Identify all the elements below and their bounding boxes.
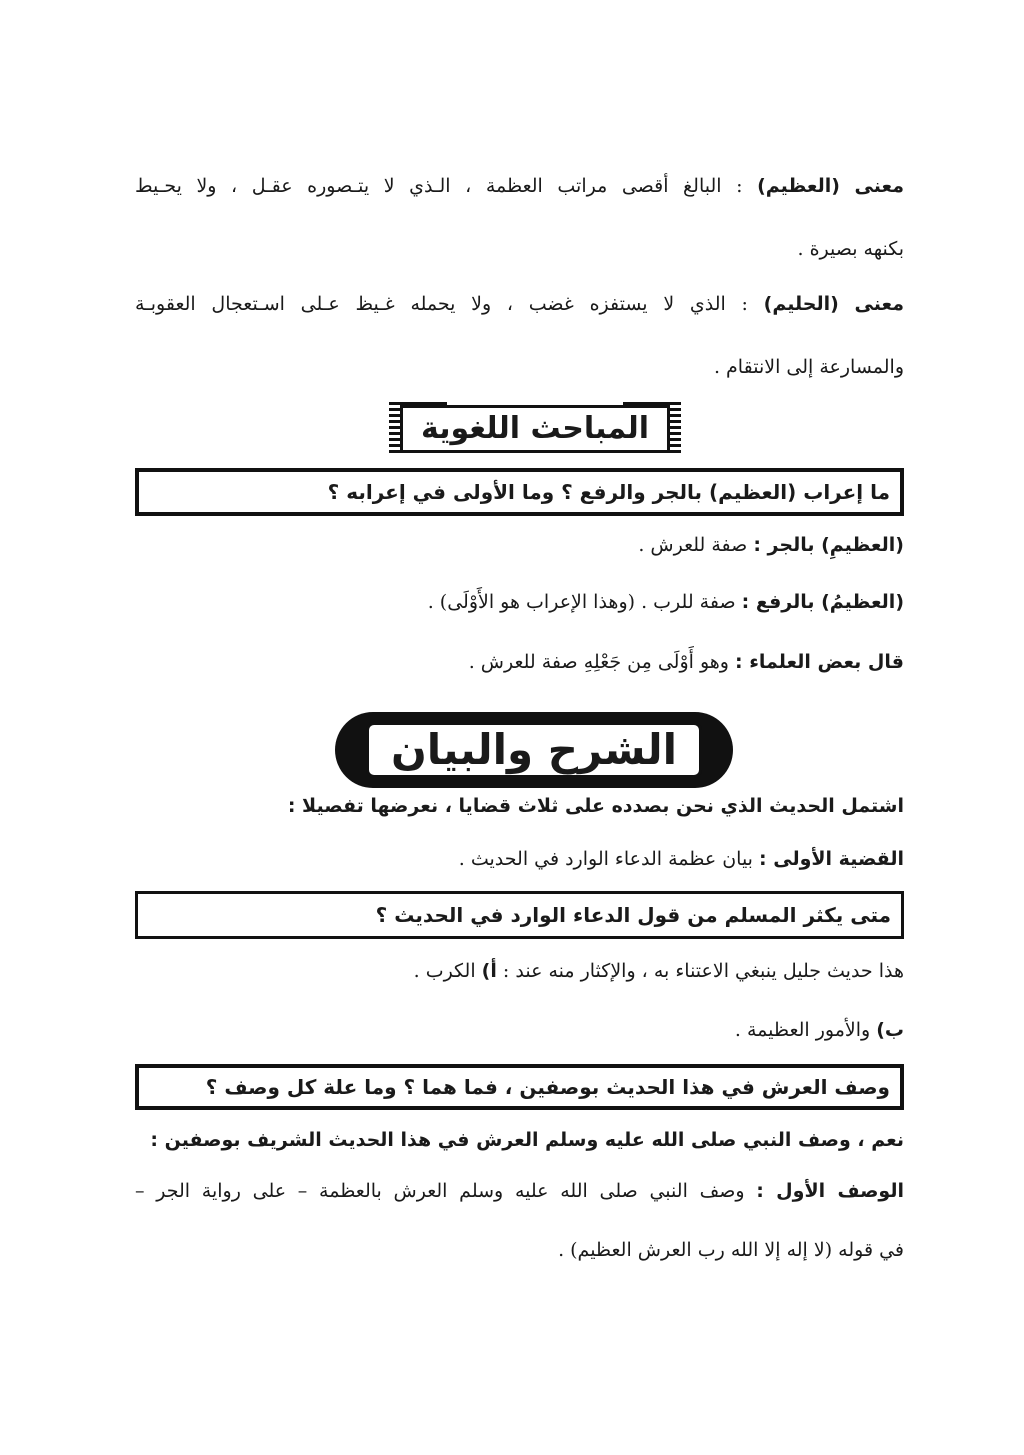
definition-text: : البالغ أقصى مراتب العظمة ، الـذي لا يتـصوره عقـل ، ولا يحـيط xyxy=(135,175,758,197)
answer-text: صفة للرب . (وهذا الإعراب هو الأَوْلَى) . xyxy=(427,591,742,613)
definition-label: معنى xyxy=(854,293,904,315)
answer-marker: ب) xyxy=(876,1019,904,1041)
term-haleem: (الحليم) xyxy=(763,293,839,315)
definition-label: معنى xyxy=(854,175,904,197)
definition-azeem-line1 xyxy=(135,170,904,202)
definition-text: والمسارعة إلى الانتقام . xyxy=(713,356,904,378)
question-text: وصف العرش في هذا الحديث بوصفين ، فما هما ؟ وما علة كل وصف ؟ xyxy=(205,1075,890,1099)
answer-text: في قوله (لا إله إلا الله رب العرش العظيم) . xyxy=(558,1239,904,1261)
definition-text: : الذي لا يستفزه غضب ، ولا يحمله غـيظ عـلى اسـتعجال العقوبـة xyxy=(135,293,764,315)
question-text: ما إعراب (العظيم) بالجر والرفع ؟ وما الأولى في إعرابه ؟ xyxy=(327,480,890,504)
section-heading-sharh xyxy=(335,712,733,788)
definition-text: بكنهه بصيرة . xyxy=(797,238,904,260)
answer-text: وصف النبي صلى الله عليه وسلم العرش بالعظمة – على رواية الجر – xyxy=(135,1180,757,1202)
section-heading-text: المباحث اللغوية xyxy=(400,405,670,453)
intro-text: اشتمل الحديث الذي نحن بصدده على ثلاث قضايا ، نعرضها تفصيلا : xyxy=(287,795,904,817)
section-heading-text: الشرح والبيان xyxy=(366,722,702,778)
section-heading-lugha xyxy=(389,398,681,460)
answer-text: وهو أَوْلَى مِن جَعْلِهِ صفة للعرش . xyxy=(468,651,735,673)
definition-haleem-line2 xyxy=(135,351,904,383)
question-text: متى يكثر المسلم من قول الدعاء الوارد في الحديث ؟ xyxy=(375,903,891,927)
answer-text: والأمور العظيمة . xyxy=(734,1019,877,1041)
answer-text: صفة للعرش . xyxy=(638,534,754,556)
answer-text: الكرب . xyxy=(413,960,482,982)
answer-text: هذا حديث جليل ينبغي الاعتناء به ، والإكثار منه عند : xyxy=(502,960,904,982)
definition-azeem-line2 xyxy=(135,233,904,265)
answer-marker: أ) xyxy=(481,960,497,982)
definition-haleem-line1 xyxy=(135,288,904,320)
answer-term: قال بعض العلماء : xyxy=(735,651,904,673)
answer-term: (العظيمِ) بالجر : xyxy=(753,534,904,556)
answer-text: نعم ، وصف النبي صلى الله عليه وسلم العرش في هذا الحديث الشريف بوصفين : xyxy=(150,1129,904,1151)
issue-label: القضية الأولى : xyxy=(759,848,904,870)
term-azeem: (العظيم) xyxy=(757,175,840,197)
answer-term: الوصف الأول : xyxy=(756,1180,904,1202)
answer-term: (العظيمُ) بالرفع : xyxy=(741,591,904,613)
issue-text: بيان عظمة الدعاء الوارد في الحديث . xyxy=(458,848,760,870)
